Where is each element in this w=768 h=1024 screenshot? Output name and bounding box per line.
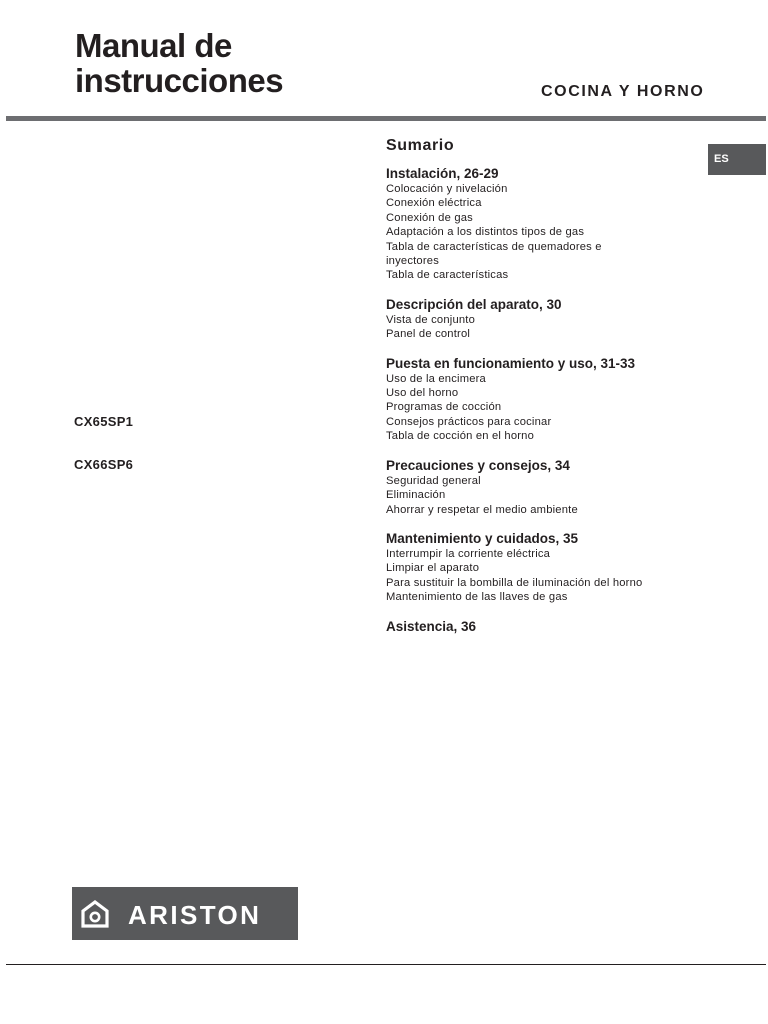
ariston-logo (72, 887, 298, 940)
toc-entry: Colocación y nivelación (386, 183, 508, 195)
toc-sections (386, 165, 686, 635)
table-of-contents (386, 137, 686, 648)
toc-entry: Consejos prácticos para cocinar (386, 415, 552, 428)
toc-section (386, 355, 686, 444)
brand-name: ARISTON (128, 900, 262, 930)
toc-entry: Uso del horno (386, 387, 459, 400)
document-subtitle: COCINA Y HORNO (541, 83, 705, 100)
model-number-1: CX65SP1 (74, 414, 134, 429)
toc-entry: Conexión eléctrica (386, 197, 482, 210)
language-tab: ES (708, 144, 766, 175)
toc-entry: Tabla de características (386, 269, 509, 282)
toc-section-heading: Puesta en funcionamiento y uso, 31-33 (386, 355, 636, 371)
toc-entry: Interrumpir la corriente eléctrica (386, 547, 551, 560)
toc-entry: Tabla de características de quemadores e (386, 240, 602, 253)
toc-entry: Adaptación a los distintos tipos de gas (386, 226, 585, 239)
toc-section-heading: Precauciones y consejos, 34 (386, 457, 570, 473)
toc-title: Sumario (386, 137, 455, 154)
toc-section (386, 530, 686, 605)
toc-section (386, 296, 686, 342)
toc-section (386, 618, 686, 635)
toc-entry: Limpiar el aparato (386, 562, 480, 575)
model-number-2: CX66SP6 (74, 457, 134, 472)
toc-entry: Panel de control (386, 328, 471, 341)
footer-divider (6, 964, 766, 965)
toc-section-heading: Asistencia, 36 (386, 618, 477, 634)
title-line-1: Manual de (75, 27, 232, 64)
toc-entry: Tabla de cocción en el horno (386, 430, 535, 443)
toc-entry: Mantenimiento de las llaves de gas (386, 591, 568, 604)
toc-entry: Ahorrar y respetar el medio ambiente (386, 503, 578, 516)
toc-section (386, 165, 686, 283)
house-logo-icon (80, 900, 114, 928)
toc-entry: Eliminación (386, 489, 446, 502)
toc-entry: Vista de conjunto (386, 313, 476, 326)
toc-entry: inyectores (386, 255, 439, 268)
toc-entry: Uso de la encimera (386, 372, 486, 385)
toc-entry: Seguridad general (386, 474, 481, 487)
document-title (75, 28, 283, 98)
toc-entry: Programas de cocción (386, 401, 502, 414)
header-divider (6, 116, 766, 121)
toc-entry: Para sustituir la bombilla de iluminación del horno (386, 576, 643, 589)
toc-section-heading: Instalación, 26-29 (386, 166, 499, 181)
toc-section-heading: Descripción del aparato, 30 (386, 296, 562, 312)
toc-entry: Conexión de gas (386, 211, 473, 224)
toc-section-heading: Mantenimiento y cuidados, 35 (386, 530, 579, 546)
title-line-2: instrucciones (75, 62, 284, 99)
toc-section (386, 457, 686, 517)
